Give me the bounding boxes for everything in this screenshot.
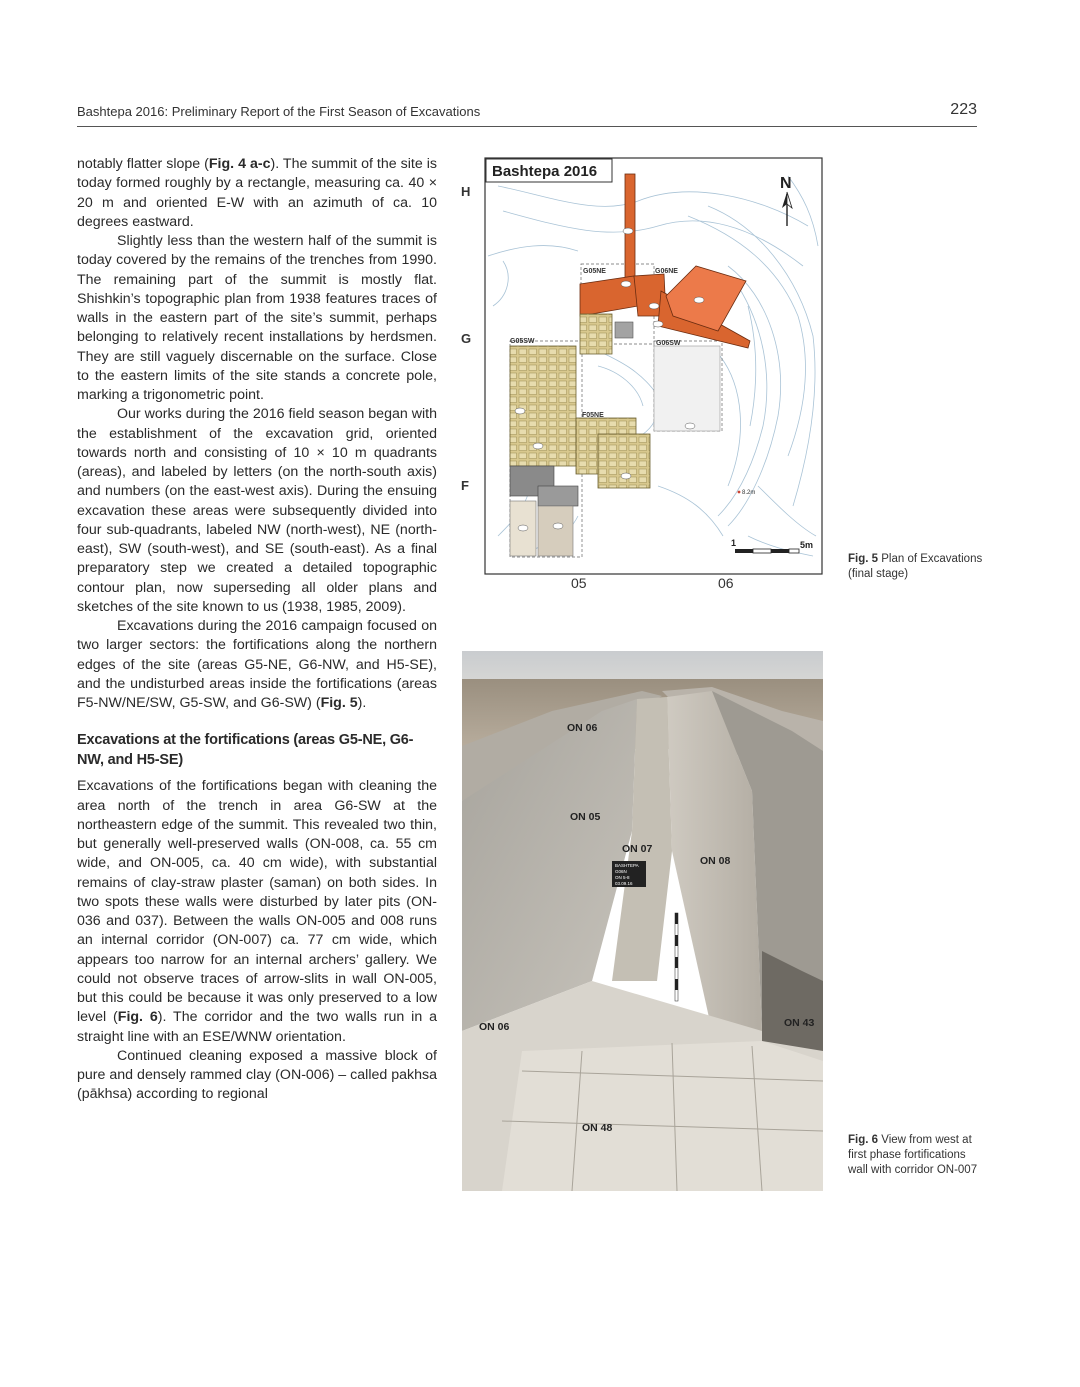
- svg-text:1: 1: [731, 538, 737, 548]
- area-label: G05SW: [510, 338, 535, 345]
- area-label: G06SW: [656, 340, 681, 347]
- photo-label: ON 48: [582, 1122, 613, 1134]
- paragraph: Excavations of the fortifications began with cleaning the area north of the trench in area G6-SW at the northeastern edge of the summit. This revealed two thin, but generally well-preserved walls (ON-008, ca. 55 cm wide, and ON-005, ca. 40 cm wide), with substantial remains of clay-straw plaster (saman) on both sides. In two spots these walls were disturbed by later pits (ON-036 and 037). Between the walls ON-005 and 008 runs an internal corridor (ON-007) ca. 77 cm wide, which appears too narrow for an internal archers’ gallery. We could not observe traces of arrow-slits in wall ON-005, but this could be because it was only preserved to a low level (Fig. 6). The corridor and the two walls run in a straight line with an ESE/WNW orientation.: [77, 778, 437, 1045]
- grid-col-label: 05: [571, 575, 587, 591]
- spot-height: 8.2m: [742, 490, 756, 496]
- figure-ref[interactable]: Fig. 6: [117, 1009, 158, 1026]
- photo-label: ON 06: [567, 722, 598, 734]
- photo-label: ON 07: [622, 843, 653, 855]
- photo-label: ON 08: [700, 855, 731, 867]
- paragraph: notably flatter slope (Fig. 4 a-c). The summit of the site is today formed roughly by a rectangle, measuring ca. 40 × 20 m and oriented E-W with an azimuth of ca. 10 degrees eastward.: [77, 156, 437, 230]
- caption-label: Fig. 5: [848, 553, 879, 565]
- svg-text:G06N: G06N: [615, 869, 627, 874]
- figure-ref[interactable]: Fig. 5: [320, 695, 358, 711]
- area-label: G06NE: [655, 268, 678, 275]
- running-title: Bashtepa 2016: Preliminary Report of the First Season of Excavations: [77, 104, 481, 119]
- grid-row-label: G: [461, 331, 472, 346]
- svg-text:ON 5-8: ON 5-8: [615, 875, 630, 880]
- section-heading: Excavations at the fortifications (areas G5-NE, G6-NW, and H5-SE): [77, 732, 414, 769]
- photo-label: ON 43: [784, 1017, 815, 1029]
- paragraph: Slightly less than the western half of the summit is today covered by the remains of the trenches from 1990. The remaining part of the summit is mostly flat. Shishkin’s topographic plan from 1938 features traces of walls in the eastern part of the site’s summit, perhaps belonging to relatively recent installations by herdsmen. They are still vaguely discernable on the surface. Close to the eastern limits of the site stands a concrete pole, marking a trigonometric point.: [77, 233, 437, 403]
- running-header: [77, 101, 977, 127]
- plan-title: Bashtepa 2016: [492, 163, 598, 180]
- figure-5-plan: [458, 156, 828, 596]
- svg-text:03.09.16: 03.09.16: [615, 881, 633, 886]
- area-label: G05NE: [583, 268, 606, 275]
- page-number: 223: [950, 101, 977, 118]
- figure-6-photo: [462, 651, 823, 1191]
- figure-ref[interactable]: Fig. 4 a-c: [208, 156, 271, 172]
- paragraph: Our works during the 2016 field season began with the establishment of the excavation grid, oriented towards north and consisting of 10 × 10 m quadrants (areas), and labeled by letters (on the north-south axis) and numbers (on the east-west axis). During the ensuing excavation these areas were subsequently divided into four sub-quadrants, labeled NW (north-west), NE (north-east), SW (south-west), and SE (south-east). As a final preparatory step we created a detailed topographic contour plan, now superseding all older plans and sketches of the site known to us (1938, 1985, 2009).: [77, 406, 437, 615]
- grid-row-label: F: [461, 478, 469, 493]
- photo-label: ON 05: [570, 811, 601, 823]
- caption-label: Fig. 6: [848, 1134, 879, 1146]
- paragraph: Excavations during the 2016 campaign focused on two larger sectors: the fortifications along the northern edges of the site (areas G5-NE, G6-NW, and H5-SE), and the undisturbed areas inside the fortifications (areas F5-NW/NE/SW, G5-SW, and G6-SW) (Fig. 5).: [77, 618, 437, 711]
- figure-6-caption: Fig. 6 View from west at first phase fortifications wall with corridor ON-007: [848, 1134, 978, 1176]
- body-text-column: [77, 155, 437, 1105]
- grid-row-label: H: [461, 184, 471, 199]
- svg-text:BASHTEPA: BASHTEPA: [615, 863, 639, 868]
- area-label: F05NE: [582, 412, 604, 419]
- north-arrow-label: N: [780, 175, 792, 192]
- grid-col-label: 06: [718, 575, 734, 591]
- figure-5-caption: Fig. 5 Plan of Excavations (final stage): [848, 553, 983, 580]
- svg-text:5m: 5m: [800, 540, 814, 550]
- photo-label: ON 06: [479, 1021, 510, 1033]
- paragraph: Continued cleaning exposed a massive block of pure and densely rammed clay (ON-006) – called pakhsa (pākhsa) according to regional: [77, 1047, 437, 1103]
